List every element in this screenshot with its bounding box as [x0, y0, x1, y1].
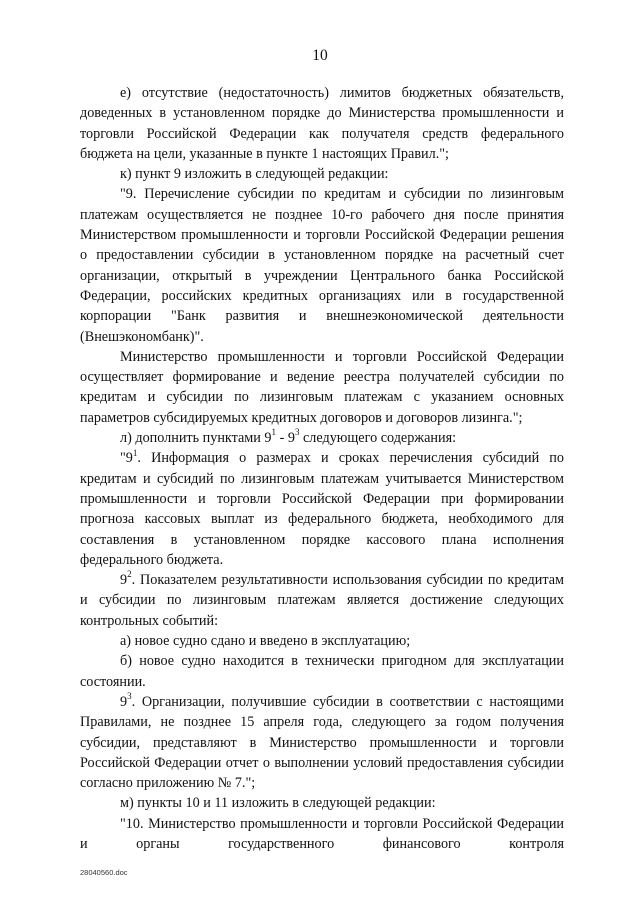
paragraph-l	[80, 428, 564, 448]
superscript: 1	[132, 447, 138, 458]
paragraph-b: б) новое судно находится в технически пригодном для эксплуатации состоянии.	[80, 653, 564, 690]
text-run: "9	[120, 450, 133, 467]
paragraph-9-2	[80, 570, 564, 631]
text-run: л) дополнить пунктами 9	[120, 430, 272, 447]
paragraph-k: к) пункт 9 изложить в следующей редакции:	[120, 166, 389, 183]
text-run: . Показателем результативности использования субсидии по кредитам и субсидии по лизинговым платежам является достижение следующих контрольных событий:	[80, 572, 564, 629]
paragraph-9-1	[80, 448, 564, 570]
text-run: - 9	[276, 430, 295, 447]
paragraph-e: е) отсутствие (недостаточность) лимитов бюджетных обязательств, доведенных в установленном порядке до Министерства промышленности и торговли Российской Федерации как получателя средств федерального бюджета на цели, указанные в пункте 1 настоящих Правил.";	[80, 85, 564, 162]
paragraph-ministry-registry: Министерство промышленности и торговли Российской Федерации осуществляет формирование и ведение реестра получателей субсидии по кредитам и субсидии по лизинговым платежам с указанием основных параметров субсидируемых кредитных договоров и договоров лизинга.";	[80, 348, 564, 426]
superscript: 3	[294, 427, 300, 438]
superscript: 2	[127, 569, 132, 580]
superscript: 3	[127, 691, 132, 702]
text-run: . Организации, получившие субсидии в соответствии с настоящими Правилами, не позднее 15 апреля года, следующего за годом получения субсидии, представляют в Министерство промышленности и торговли Российской Федерации отчет о выполнении условий предоставления субсидии согласно приложению № 7.";	[80, 693, 564, 792]
paragraph-m: м) пункты 10 и 11 изложить в следующей редакции:	[120, 795, 436, 812]
document-body	[80, 83, 564, 854]
superscript: 1	[271, 427, 277, 438]
paragraph-9: "9. Перечисление субсидии по кредитам и субсидии по лизинговым платежам осуществляется не позднее 10-го рабочего дня после принятия Министерством промышленности и торговли Российской Федерации решения о предоставлении субсидии в установленном порядке на расчетный счет организации, открытый в учреждении Центрального банка Российской Федерации, российских кредитных организациях или в государственной корпорации "Банк развития и внешнеэкономической деятельности (Внешэкономбанк)".	[80, 186, 564, 345]
paragraph-a: а) новое судно сдано и введено в эксплуатацию;	[120, 633, 411, 650]
paragraph-9-3	[80, 692, 564, 793]
document-filename: 28040560.doc	[80, 868, 128, 877]
paragraph-10: "10. Министерство промышленности и торговли Российской Федерации и органы государственного финансового контроля	[80, 815, 564, 852]
text-run: 9	[120, 572, 128, 589]
text-run: 9	[120, 693, 128, 710]
text-run: следующего содержания:	[299, 430, 457, 447]
text-run: . Информация о размерах и сроках перечисления субсидий по кредитам и субсидий по лизинговым платежам учитывается Министерством промышленности и торговли Российской Федерации при формировании прогноза кассовых выплат из федерального бюджета, необходимого для составления в установленном порядке кассового плана исполнения федерального бюджета.	[80, 450, 564, 568]
page-number: 10	[312, 47, 328, 64]
